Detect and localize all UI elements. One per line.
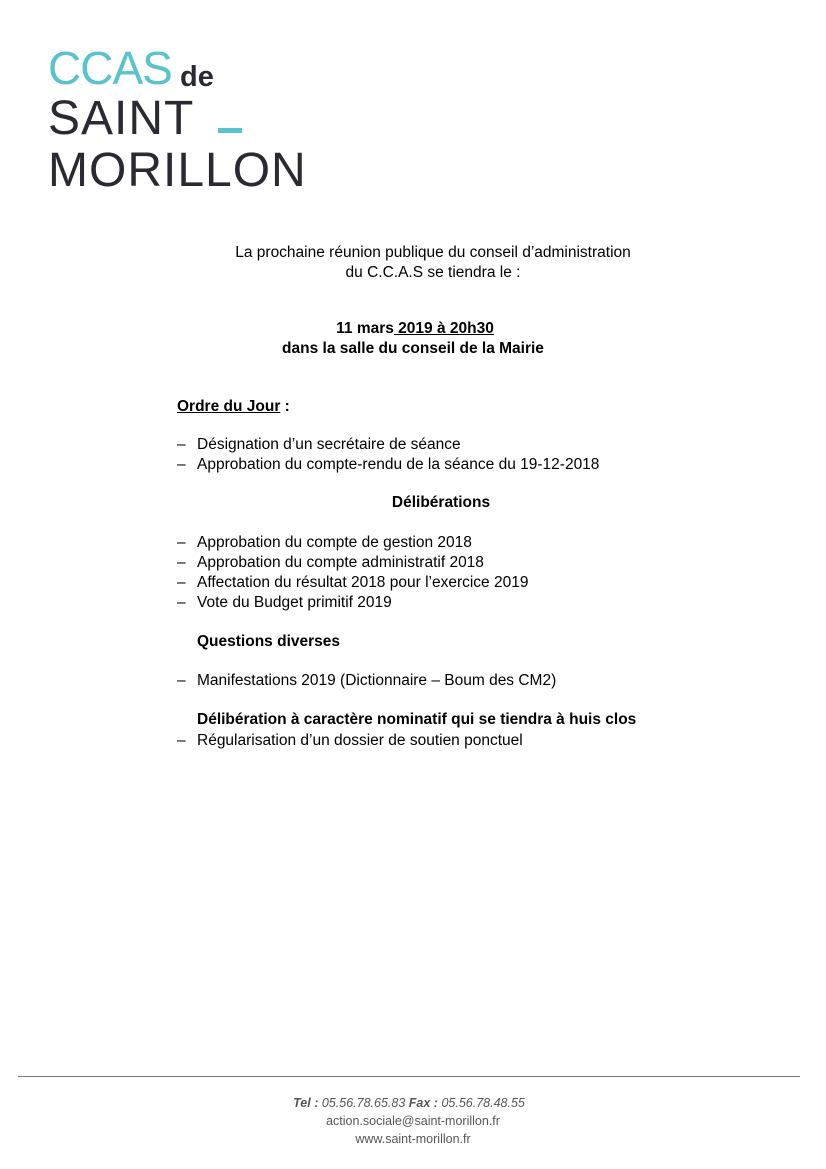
questions-title: Questions diverses: [197, 633, 341, 650]
list-item-text: Approbation du compte de gestion 2018: [197, 534, 472, 551]
fax-label: Fax :: [408, 1096, 438, 1110]
list-item: [177, 671, 556, 691]
dash-bullet: –: [177, 436, 186, 453]
intro-line-2: du C.C.A.S se tiendra le :: [345, 264, 521, 281]
agenda-heading-text: Ordre du Jour: [177, 398, 281, 415]
list-item-text: Approbation du compte-rendu de la séance du 19-12-2018: [197, 456, 600, 473]
tel-number: 05.56.78.65.83: [321, 1096, 406, 1110]
meeting-date: [0, 319, 826, 339]
list-item-text: Approbation du compte administratif 2018: [197, 554, 484, 571]
logo-saint-underscore: [218, 128, 242, 133]
list-item-text: Vote du Budget primitif 2019: [197, 594, 392, 611]
meeting-date-day: 11 mars: [336, 320, 394, 337]
list-item: [177, 731, 523, 751]
logo-morillon: MORILLON: [48, 144, 307, 191]
meeting-location: dans la salle du conseil de la Mairie: [282, 340, 544, 357]
list-item-text: Désignation d’un secrétaire de séance: [197, 436, 461, 453]
nominative-list: [177, 731, 523, 751]
footer-email: action.sociale@saint-morillon.fr: [326, 1114, 500, 1128]
footer-phone-fax: [0, 1094, 818, 1112]
list-item-text: Régularisation d’un dossier de soutien ponctuel: [197, 732, 523, 749]
deliberations-list: [177, 533, 528, 613]
dash-bullet: –: [177, 456, 186, 473]
footer-divider: [18, 1076, 800, 1077]
dash-bullet: –: [177, 672, 186, 689]
fax-number: 05.56.78.48.55: [441, 1096, 525, 1110]
list-item: [177, 533, 528, 553]
dash-bullet: –: [177, 534, 186, 551]
dash-bullet: –: [177, 594, 186, 611]
list-item: [177, 455, 599, 475]
tel-label: Tel :: [293, 1096, 319, 1110]
logo-de: de: [180, 61, 214, 93]
dash-bullet: –: [177, 732, 186, 749]
agenda-heading-colon: :: [280, 398, 290, 415]
footer-website: www.saint-morillon.fr: [355, 1132, 471, 1146]
ccas-saint-morillon-logo: [48, 46, 348, 191]
dash-bullet: –: [177, 574, 186, 591]
intro-line-1: La prochaine réunion publique du conseil d’administration: [235, 244, 631, 261]
list-item-text: Affectation du résultat 2018 pour l’exercice 2019: [197, 574, 529, 591]
questions-list: [177, 671, 556, 691]
list-item: [177, 435, 599, 455]
meeting-date-year-time: 2019 à 20h30: [393, 320, 494, 337]
list-item: [177, 553, 528, 573]
logo-ccas: CCAS: [48, 46, 172, 94]
nominative-title: Délibération à caractère nominatif qui se tiendra à huis clos: [197, 711, 637, 728]
dash-bullet: –: [177, 554, 186, 571]
list-item: [177, 573, 528, 593]
agenda-heading: [177, 397, 290, 417]
list-item: [177, 593, 528, 613]
deliberations-title: Délibérations: [391, 494, 491, 511]
logo-saint: SAINT: [48, 92, 195, 145]
opening-items-list: [177, 435, 599, 475]
list-item-text: Manifestations 2019 (Dictionnaire – Boum des CM2): [197, 672, 557, 689]
